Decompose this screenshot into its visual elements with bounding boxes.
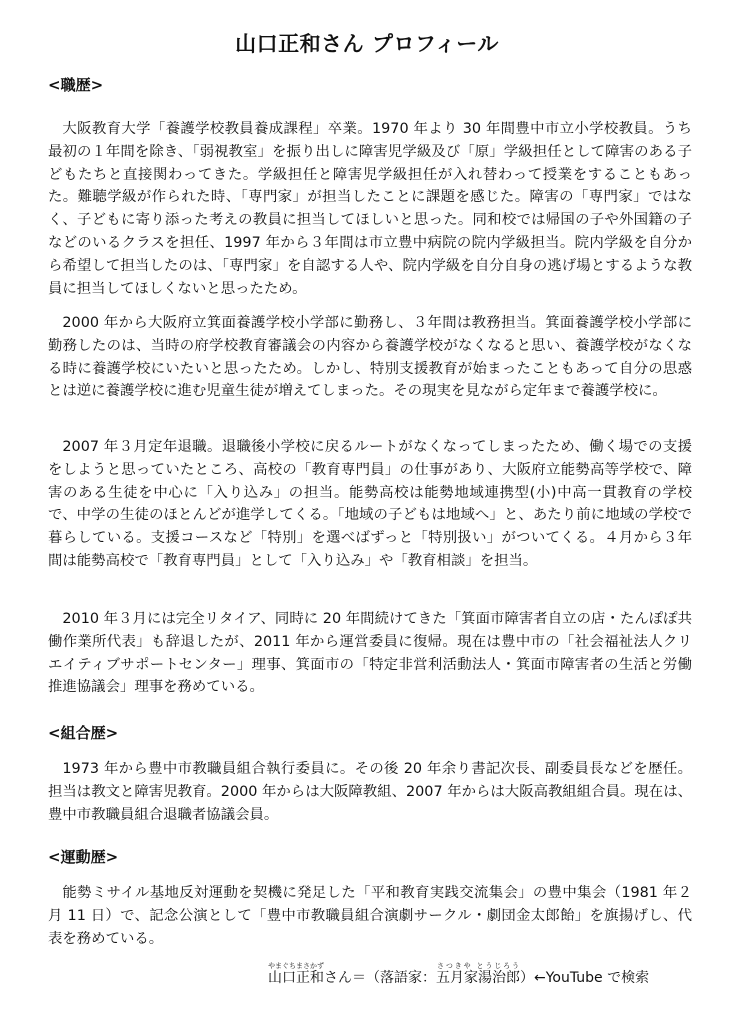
- credit-name: [268, 962, 324, 986]
- career-paragraph-2: 2000 年から大阪府立箕面養護学校小学部に勤務し、３年間は教務担当。箕面養護学校小学部に勤務したのは、当時の府学校教育審議会の内容から養護学校がなくなると思い、養護学校がなくなる時に養護学校にいたいと思ったため。しかし、特別支援教育が始まったこともあって自分の思惑とは逆に養護学校に進む児童生徒が増えてしまった。その現実を見ながら定年まで養護学校に。: [48, 315, 692, 400]
- credit-tail: ）←YouTube で検索: [520, 970, 650, 986]
- credit-suffix: さん＝（落語家：: [324, 970, 436, 986]
- career-paragraph-3: 2007 年３月定年退職。退職後小学校に戻るルートがなくなってしまったため、働く場での支援をしようと思っていたところ、高校の「教育専門員」の仕事があり、大阪府立能勢高等学校で、障害のある生徒を中心に「入り込み」の担当。能勢高校は能勢地域連携型(小)中高一貫教育の学校で、中学の生徒のほとんどが進学してくる。「地域の子どもは地域へ」と、あたり前に地域の学校で暮らしている。支援コースなど「特別」を選べばずっと「特別扱い」がついてくる。４月から３年間は能勢高校で「教育専門員」として「入り込み」や「教育相談」を担当。: [48, 439, 692, 569]
- career-paragraph-1: 大阪教育大学「養護学校教員養成課程」卒業。1970 年より 30 年間豊中市立小学校教員。うち最初の１年間を除き、「弱視教室」を振り出しに障害児学級及び「原」学級担任として障害のある子どもたちと直接関わってきた。学級担任と障害児学級担任が入れ替わって授業をすることもあった。難聴学級が作られた時、「専門家」が担当したことに課題を感じた。障害の「専門家」ではなく、子どもに寄り添った考えの教員に担当してほしいと思った。同和校では帰国の子や外国籍の子などのいるクラスを担任、1997 年から３年間は市立豊中病院の院内学級担当。院内学級を自分から希望して担当したのは、「専門家」を自認する人や、院内学級を自分自身の逃げ場とするような教員に担当してほしくないと思ったため。: [48, 121, 692, 297]
- section-heading-career: <職歴>: [48, 76, 104, 94]
- credit-name-reading: やまぐちまさかず: [268, 962, 324, 970]
- credit-stage-name-text: 五月家湯治郎: [436, 970, 520, 986]
- credit-stage-name-reading: さつきや とうじろう: [436, 962, 520, 970]
- career-paragraph-4: 2010 年３月には完全リタイア、同時に 20 年間続けてきた「箕面市障害者自立の店・たんぽぽ共働作業所代表」も辞退したが、2011 年から運営委員に復帰。現在は豊中市の「社会福祉法人クリエイティブサポートセンター」理事、箕面市の「特定非営利活動法人・箕面市障害者の生活と労働推進協議会」理事を務めている。: [48, 611, 692, 696]
- section-heading-activism: <運動歴>: [48, 848, 119, 866]
- union-paragraph: 1973 年から豊中市教職員組合執行委員に。その後 20 年余り書記次長、副委員長などを歴任。担当は教文と障害児教育。2000 年からは大阪障教組、2007 年からは大阪高教組組合員。現在は、豊中市教職員組合退職者協議会員。: [48, 761, 692, 823]
- profile-credit: [268, 962, 649, 987]
- activism-paragraph: 能勢ミサイル基地反対運動を契機に発足した「平和教育実践交流集会」の豊中集会（1981 年２月 11 日）で、記念公演として「豊中市教職員組合演劇サークル・劇団金太郎飴」を旗揚げし、代表を務めている。: [48, 885, 692, 947]
- page-title: 山口正和さん プロフィール: [235, 32, 499, 56]
- credit-stage-name: [436, 962, 520, 986]
- section-heading-union: <組合歴>: [48, 724, 119, 742]
- credit-name-text: 山口正和: [268, 970, 324, 986]
